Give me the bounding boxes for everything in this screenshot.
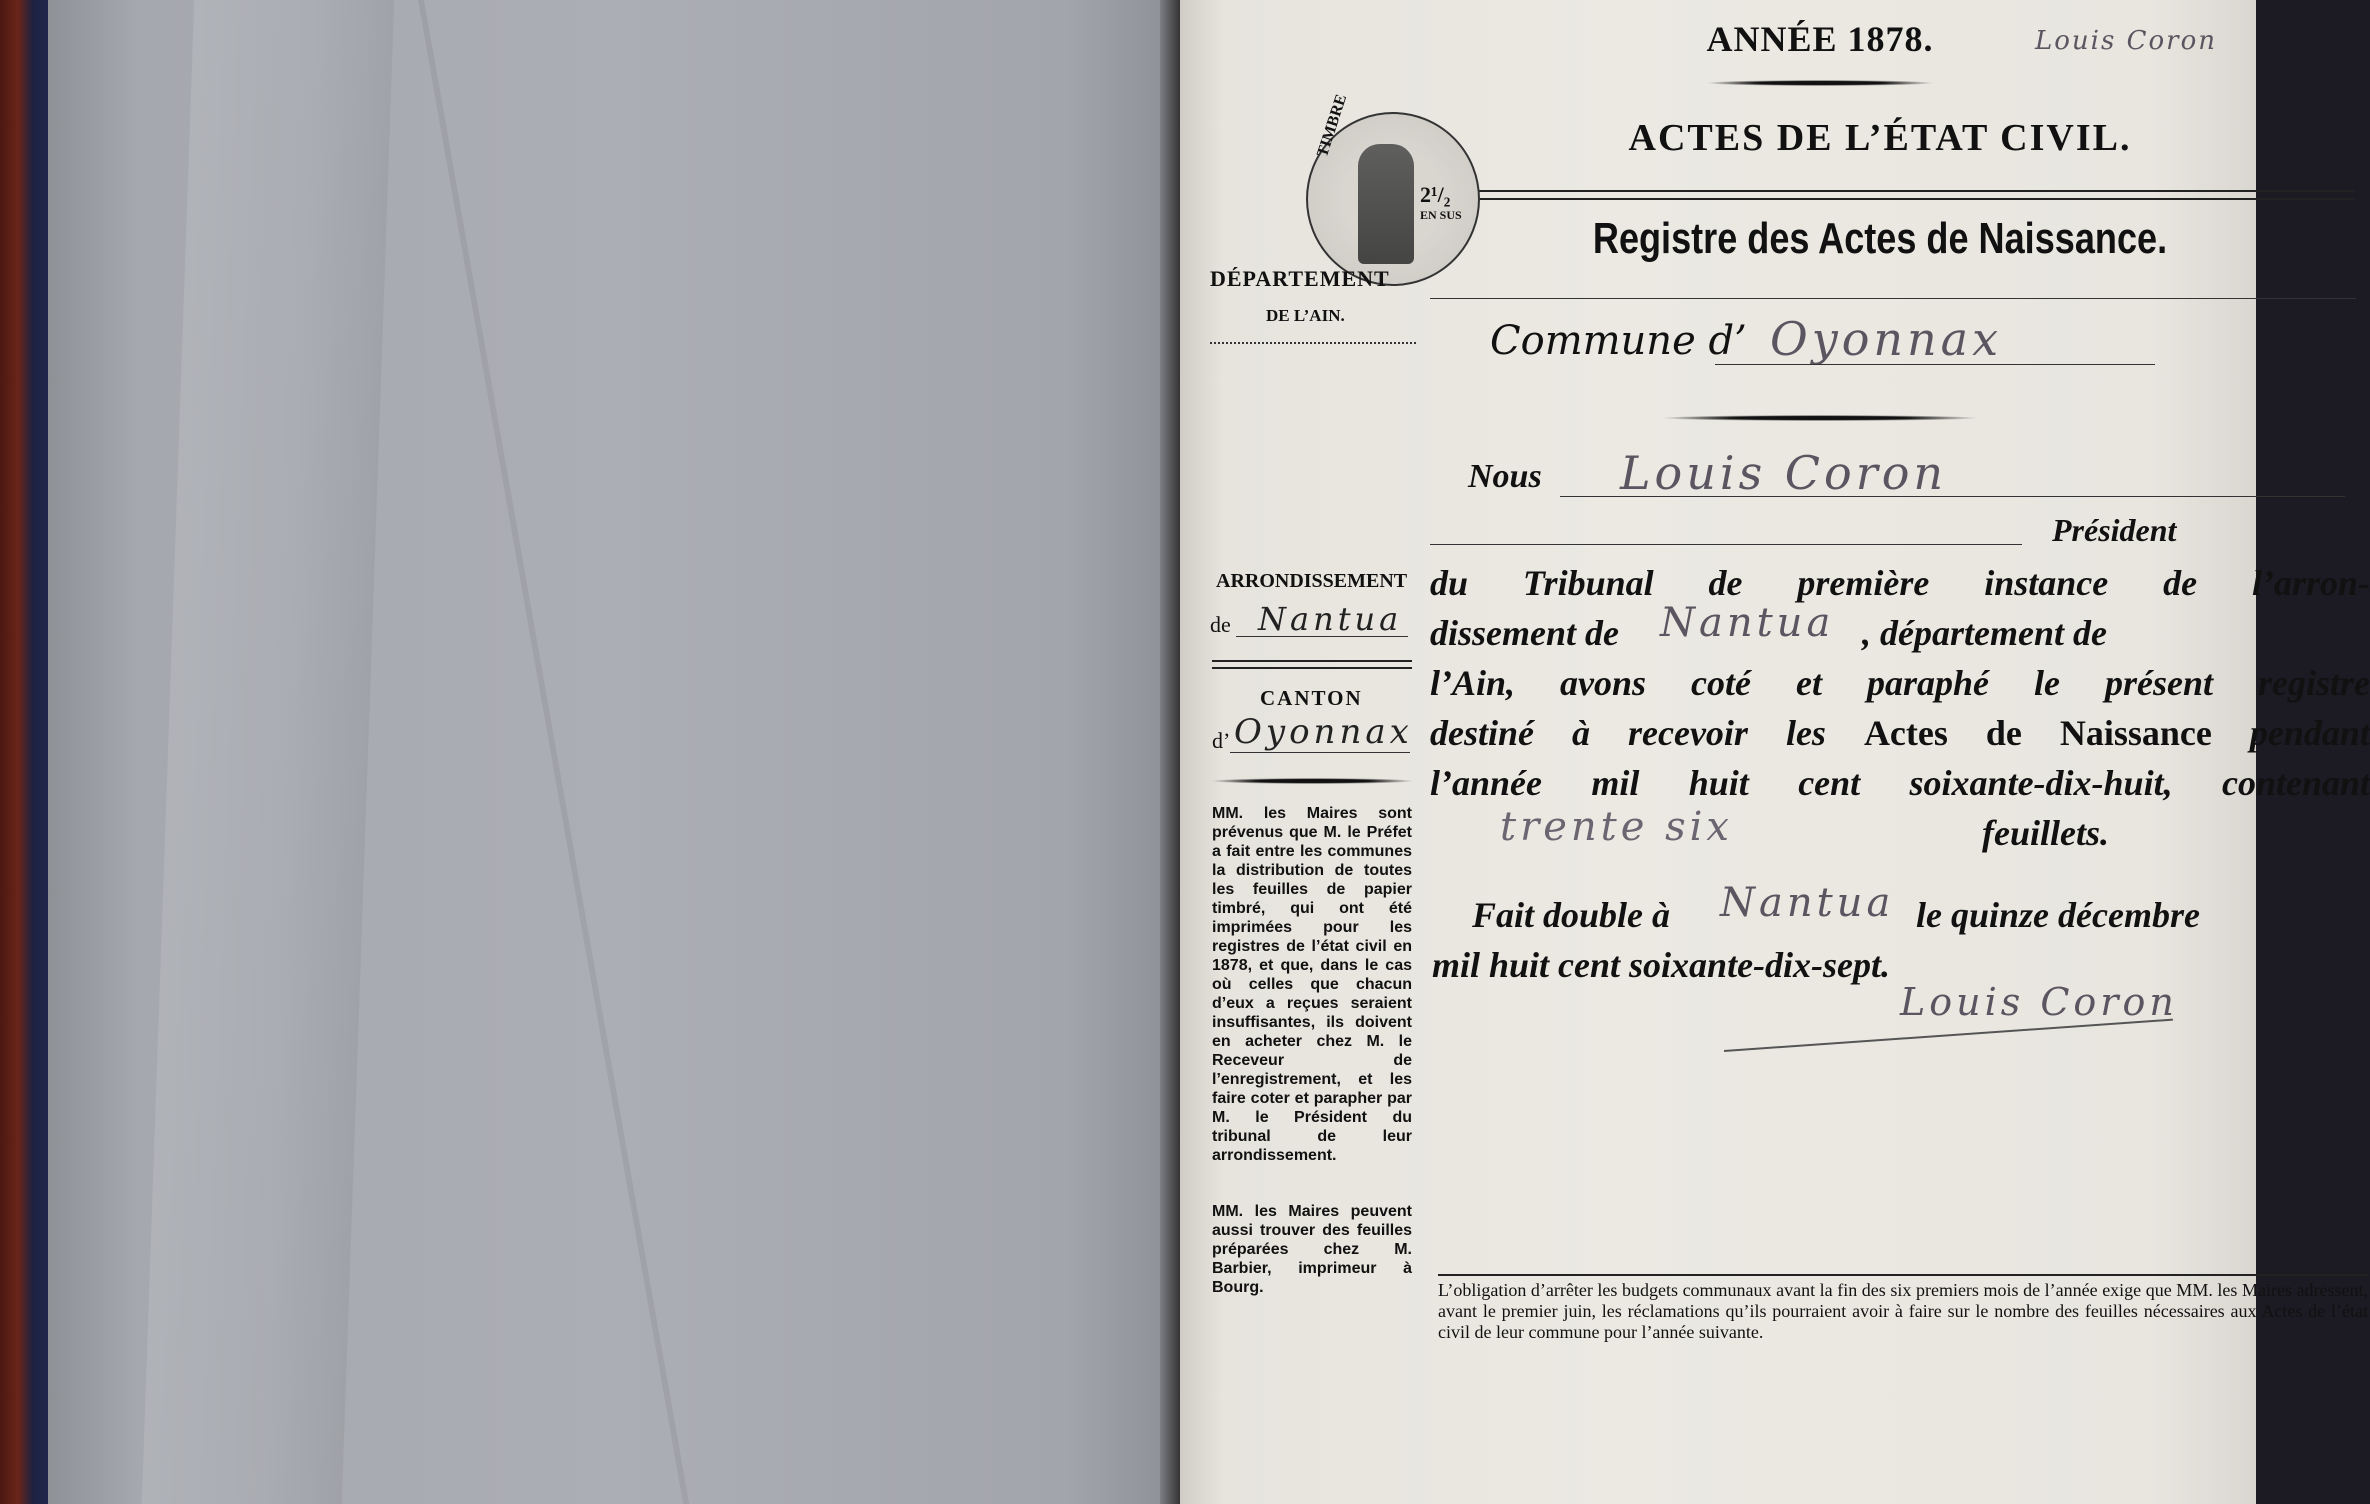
justice-figure-icon: [1358, 144, 1414, 264]
stamp-price: 2¹/₂: [1420, 182, 1451, 207]
body-line-1: [1430, 562, 2370, 604]
word: de: [2163, 563, 2198, 603]
word: de: [1708, 563, 1743, 603]
count-handwritten: trente six: [1500, 804, 1733, 850]
bottom-note-rule: [1438, 1274, 2368, 1276]
fait-double-label: Fait double à: [1472, 895, 1671, 935]
word: Naissance: [2059, 713, 2212, 753]
arrondissement-label: ARRONDISSEMENT: [1216, 570, 1408, 592]
fait-place-handwritten: Nantua: [1720, 880, 1895, 926]
body-line-3: [1430, 662, 2370, 704]
word: registre: [2258, 663, 2370, 703]
nous-label: Nous: [1468, 458, 1542, 495]
body-line-5: [1430, 762, 2370, 804]
word: soixante-dix-huit,: [1909, 763, 2173, 803]
body-line-2a: dissement de: [1430, 613, 1619, 653]
word: pendant: [2249, 713, 2370, 753]
header-ornament: [1705, 80, 1935, 86]
body-line-4: [1430, 712, 2370, 754]
department-name: DE L’AIN.: [1266, 306, 1345, 325]
word: à: [1572, 713, 1590, 753]
acts-heading: ACTES DE L’ÉTAT CIVIL.: [1628, 117, 2132, 159]
fait-date: le quinze décembre: [1916, 895, 2200, 935]
commune-prefix: Commune d’: [1490, 318, 1747, 364]
canton-name: Oyonnax: [1234, 712, 1413, 752]
nous-line: [1560, 496, 2345, 497]
corner-signature: Louis Coron: [2035, 26, 2217, 56]
arr-double-rule-2: [1212, 667, 1412, 669]
word: paraphé: [1867, 663, 1990, 703]
word: première: [1797, 563, 1930, 603]
department-divider: [1210, 342, 1416, 344]
stamp-ensus: EN SUS: [1420, 208, 1462, 222]
arrondissement-line: [1236, 636, 1408, 637]
signature: Louis Coron: [1900, 980, 2178, 1024]
word: les: [1785, 713, 1826, 753]
canton-label: CANTON: [1260, 686, 1363, 710]
word: l’arron-: [2251, 563, 2370, 603]
word: du: [1430, 563, 1469, 603]
feuillets-label: feuillets.: [1982, 813, 2109, 853]
word: destiné: [1430, 713, 1534, 753]
word: avons: [1560, 663, 1647, 703]
timbre-stamp: [1306, 92, 1480, 286]
word: mil: [1591, 763, 1640, 803]
arrondissement-name: Nantua: [1258, 600, 1403, 638]
nous-name: Louis Coron: [1620, 446, 1948, 500]
arrondissement-prefix: de: [1210, 612, 1231, 637]
year-heading: ANNÉE 1878.: [1706, 19, 1934, 59]
word: l’année: [1430, 763, 1542, 803]
register-heading: Registre des Actes de Naissance.: [1592, 214, 2168, 263]
word: de: [1985, 713, 2022, 753]
word: instance: [1984, 563, 2109, 603]
commune-ornament: [1660, 415, 1980, 421]
left-blank-page: [48, 0, 1180, 1504]
word: recevoir: [1628, 713, 1748, 753]
president-label: Président: [2052, 512, 2177, 548]
word: contenant: [2221, 763, 2370, 803]
arr-double-rule-1: [1212, 660, 1412, 662]
maires-peuvent-note: MM. les Maires peuvent aussi trouver des feuilles préparées chez M. Barbier, imprimeur à Bourg.: [1212, 1203, 1412, 1296]
paper-crease: [418, 0, 689, 1504]
double-rule-bottom: [1450, 198, 2355, 200]
obligation-note: L’obligation d’arrêter les budgets communaux avant la fin des six premiers mois de l’année exige que MM. les Maires adressent, avant le premier juin, les réclamations qu’ils pourraient avoir à faire sur le nombre des feuilles nécessaires aux Actes de l’état civil de leur commune pour l’année suivante.: [1438, 1280, 2368, 1342]
president-line: [1430, 544, 2022, 545]
stamp-label: TIMBRE: [1314, 92, 1351, 160]
maires-prevenus-note: MM. les Maires sont prévenus que M. le Préfet a fait entre les communes la distribution de toutes les feuilles de papier timbré, qui ont été imprimées pour les registres de l’état civil en 1878, et que, dans le cas où celles que chacun d’eux a reçues seraient insuffisantes, ils doivent en acheter chez M. le Receveur de l’enregistrement, et les faire coter et parapher par M. le Président du tribunal de leur arrondissement.: [1212, 805, 1412, 1164]
arrondissement-handwritten: Nantua: [1660, 600, 1835, 646]
word: huit: [1688, 763, 1749, 803]
word: cent: [1798, 763, 1861, 803]
word: et: [1796, 663, 1822, 703]
register-underline: [1430, 298, 2356, 299]
double-rule-top: [1450, 190, 2355, 192]
department-label: DÉPARTEMENT: [1210, 266, 1390, 291]
word: Actes: [1863, 713, 1948, 753]
paper-fold: [142, 0, 395, 1504]
commune-name: Oyonnax: [1770, 312, 2003, 366]
register-title-page: [1180, 0, 2370, 1504]
canton-prefix: d’: [1212, 728, 1231, 753]
word: l’Ain,: [1430, 663, 1516, 703]
canton-line: [1230, 752, 1410, 753]
body-line-2b: , département de: [1862, 613, 2107, 653]
word: le: [2034, 663, 2060, 703]
canton-ornament: [1210, 778, 1415, 784]
year-line: mil huit cent soixante-dix-sept.: [1432, 945, 1891, 985]
commune-line: [1715, 364, 2155, 365]
word: Tribunal: [1522, 563, 1654, 603]
word: coté: [1691, 663, 1752, 703]
word: présent: [2105, 663, 2213, 703]
